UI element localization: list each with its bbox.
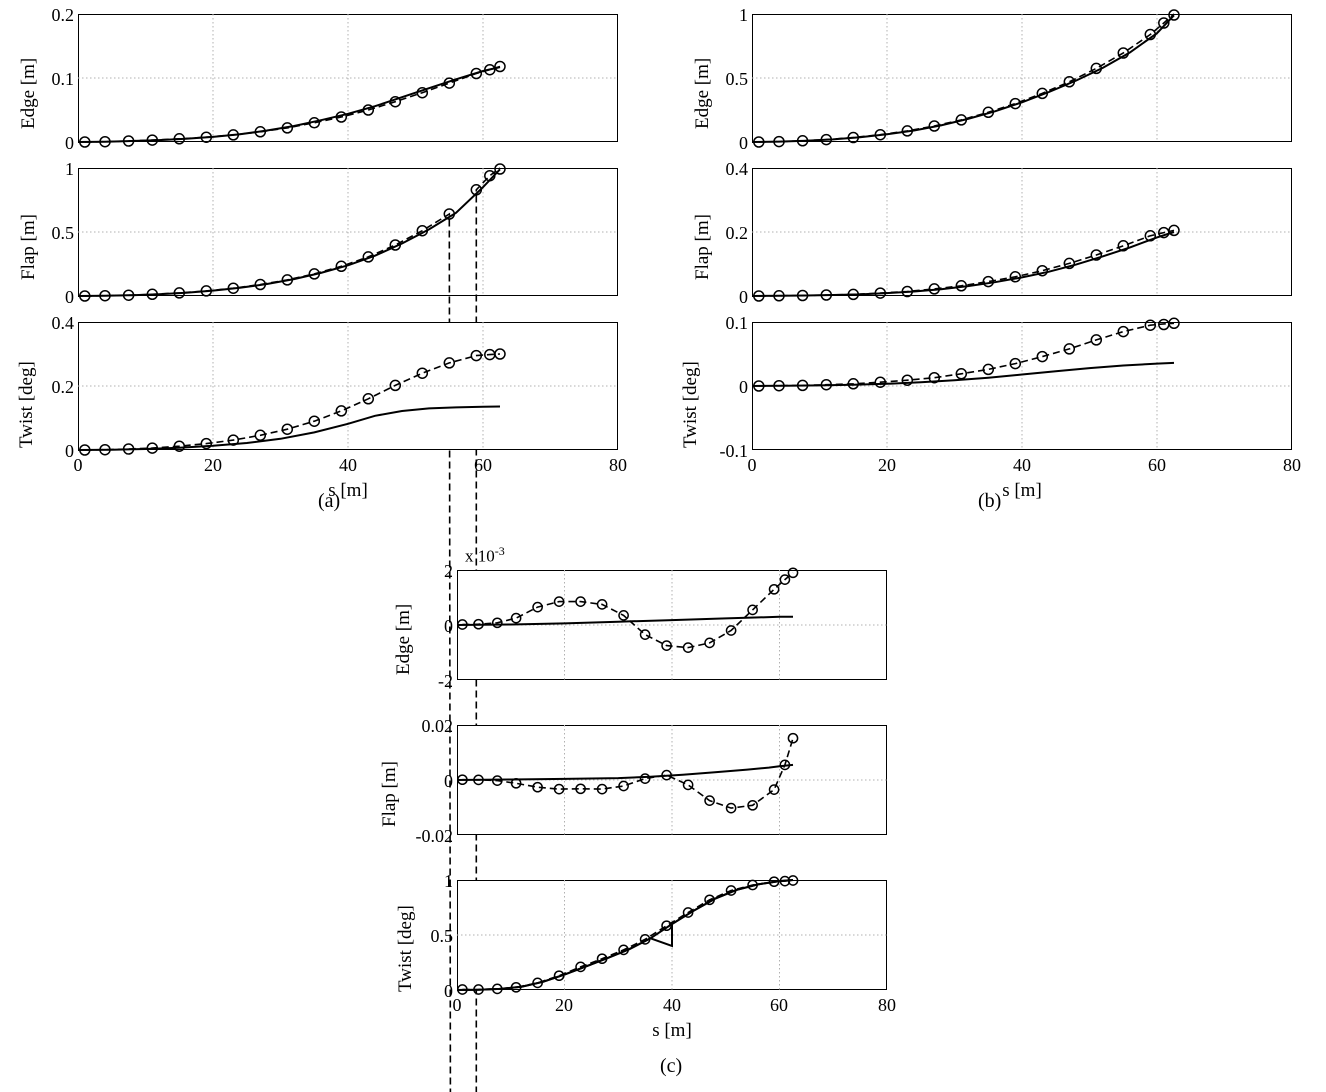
xtick: 40 [663, 995, 681, 1015]
exponent-text: x 10 [465, 546, 495, 566]
ytick: 0.1 [51, 69, 74, 89]
plot-area-b-twist [752, 322, 1292, 450]
ytick: 0.1 [725, 313, 748, 333]
ytick: 0.2 [51, 377, 74, 397]
ytick: 1 [739, 5, 748, 25]
caption-c: (c) [660, 1055, 683, 1077]
plot-area-a-twist [78, 322, 618, 450]
subplot-a-flap [18, 159, 618, 307]
xtick: 0 [452, 995, 462, 1015]
subplot-b-edge [692, 5, 1292, 153]
ytick: -0.1 [719, 441, 748, 461]
ytick: 2 [444, 561, 453, 581]
ytick: 0 [65, 441, 74, 461]
ytick: 0.2 [725, 223, 748, 243]
xtick: 80 [878, 995, 896, 1015]
ylabel-edge: Edge [m] [18, 57, 39, 129]
plot-area-c-edge [457, 570, 887, 680]
xtick: 40 [339, 455, 357, 475]
xtick: 80 [1283, 455, 1301, 475]
plot-area-b-edge [752, 14, 1292, 142]
ylabel-edge: Edge [m] [393, 603, 414, 675]
ytick: -0.02 [415, 826, 453, 846]
ylabel-flap: Flap [m] [379, 761, 400, 827]
xtick: 0 [73, 455, 83, 475]
subplot-c-flap [379, 716, 887, 846]
ytick: 1 [65, 159, 74, 179]
ylabel-flap: Flap [m] [18, 214, 39, 280]
ytick: 0 [65, 287, 74, 307]
ytick: 0.4 [51, 313, 74, 333]
subplot-a-twist [16, 313, 627, 501]
plot-area-a-flap [78, 168, 618, 296]
ytick: 0 [444, 981, 453, 1001]
subplot-b-twist [680, 313, 1301, 501]
panel-a [0, 0, 640, 512]
xtick: 60 [770, 995, 788, 1015]
xtick: 20 [204, 455, 222, 475]
y-axis-exponent [465, 544, 505, 567]
xtick: 60 [474, 455, 492, 475]
ylabel-twist: Twist [deg] [16, 361, 37, 448]
ytick: -2 [438, 671, 453, 691]
panel-c [335, 540, 995, 1080]
plot-area-a-edge [78, 14, 618, 142]
xtick: 20 [555, 995, 573, 1015]
plot-area-c-twist [457, 880, 887, 990]
plot-area-c-flap [457, 725, 887, 835]
xtick: 20 [878, 455, 896, 475]
ytick: 0 [444, 771, 453, 791]
ytick: 0.4 [725, 159, 748, 179]
ytick: 0 [739, 133, 748, 153]
xtick: 60 [1148, 455, 1166, 475]
ylabel-edge: Edge [m] [692, 57, 713, 129]
caption-b: (b) [978, 490, 1002, 512]
ytick: 0 [65, 133, 74, 153]
xlabel: s [m] [1002, 480, 1042, 501]
xtick: 40 [1013, 455, 1031, 475]
ytick: 0 [739, 287, 748, 307]
xlabel: s [m] [652, 1020, 692, 1041]
panel-b [660, 0, 1301, 512]
subplot-b-flap [692, 159, 1292, 307]
caption-a: (a) [318, 490, 341, 512]
ytick: 0.2 [51, 5, 74, 25]
ytick: 0.5 [430, 926, 453, 946]
xtick: 80 [609, 455, 627, 475]
plot-area-b-flap [752, 168, 1292, 296]
ytick: 1 [444, 871, 453, 891]
exponent-power: -3 [494, 544, 505, 558]
ytick: 0.02 [421, 716, 453, 736]
ytick: 0.5 [725, 69, 748, 89]
xlabel: s [m] [328, 480, 368, 501]
ylabel-twist: Twist [deg] [395, 905, 416, 992]
ytick: 0 [739, 377, 748, 397]
ylabel-twist: Twist [deg] [680, 361, 701, 448]
ylabel-flap: Flap [m] [692, 214, 713, 280]
subplot-a-edge [18, 5, 618, 153]
subplot-c-twist [395, 871, 896, 1041]
ytick: 0.5 [51, 223, 74, 243]
ytick: 0 [444, 616, 453, 636]
subplot-c-edge [393, 544, 887, 691]
xtick: 0 [747, 455, 757, 475]
